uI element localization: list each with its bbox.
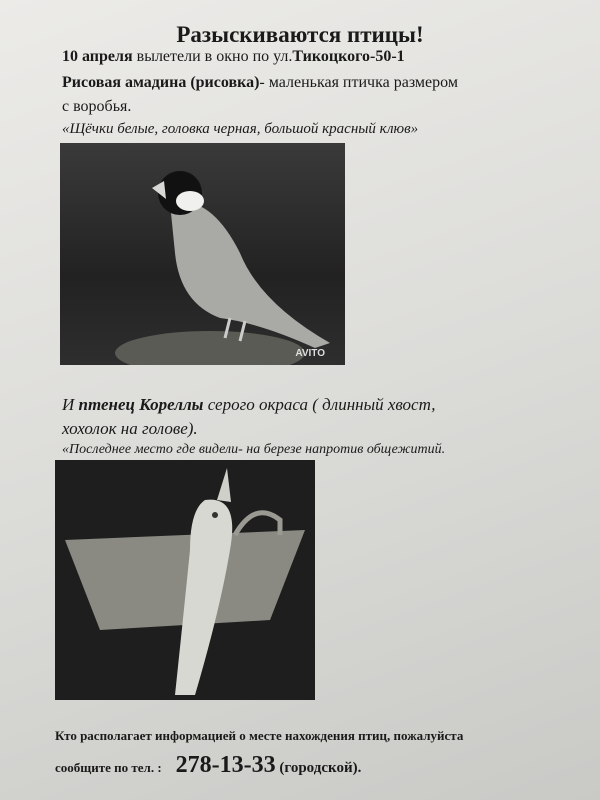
contact-label: сообщите по тел. : (55, 760, 162, 775)
bird2-desc2: хохолок на голове). (62, 419, 198, 438)
bird1-name: Рисовая амадина (рисовка) (62, 74, 260, 91)
bird2-line (62, 395, 436, 415)
date: 10 апреля (62, 48, 133, 65)
bird2-prefix: И (62, 395, 79, 414)
intro-text: вылетели в окно по ул. (132, 48, 293, 65)
page-title: Разыскиваются птицы! (176, 22, 424, 47)
cockatiel-image (55, 460, 315, 700)
cockatiel-photo (55, 460, 315, 700)
footer-line1: Кто располагает информацией о месте нахождения птиц, пожалуйста (55, 728, 464, 743)
intro-line (62, 48, 405, 66)
phone-number: 278-13-33 (175, 752, 276, 778)
bird1-desc: - маленькая птичка размером (259, 74, 458, 91)
java-sparrow-image (60, 143, 345, 365)
phone-note: (городской). (275, 760, 362, 776)
watermark: AVITO (295, 348, 325, 359)
bird1-desc2: с воробья. (62, 98, 132, 115)
bird2-name: птенец Кореллы (78, 395, 204, 414)
bird1-line (62, 74, 458, 92)
footer-line2 (55, 752, 361, 779)
address: Тикоцкого-50-1 (292, 48, 405, 65)
sparrow-photo (60, 143, 345, 365)
bird1-quote: «Щёчки белые, головка черная, большой красный клюв» (62, 121, 419, 137)
bird2-quote: «Последнее место где видели- на березе напротив общежитий. (62, 442, 446, 457)
bird2-desc: серого окраса ( длинный хвост, (203, 395, 436, 414)
